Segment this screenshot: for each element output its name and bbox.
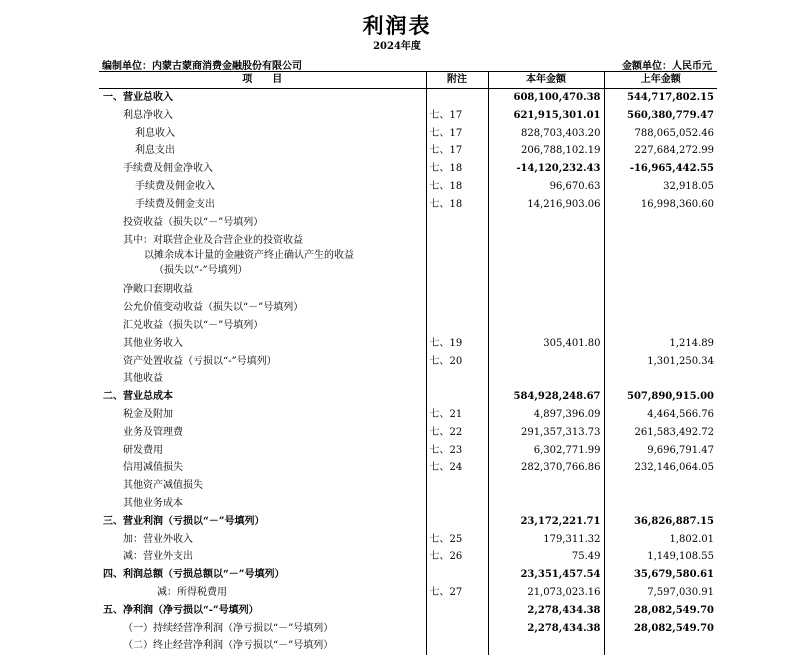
row-prior-amount: 1,214.89: [604, 335, 717, 353]
row-current-amount: 282,370,766.86: [488, 459, 604, 477]
row-current-amount: 23,172,221.71: [488, 513, 604, 531]
row-label: 三、营业利润（亏损以“－”号填列）: [99, 513, 426, 531]
row-label: 净敞口套期收益: [99, 281, 426, 299]
table-row: [99, 89, 717, 107]
row-label: 四、利润总额（亏损总额以“－”号填列）: [99, 566, 426, 584]
row-current-amount: 4,897,396.09: [488, 406, 604, 424]
row-prior-amount: [604, 214, 717, 232]
row-current-amount: 14,216,903.06: [488, 196, 604, 214]
table-row: [99, 231, 717, 281]
row-label: 汇兑收益（损失以“－”号填列）: [99, 317, 426, 335]
row-current-amount: [488, 353, 604, 371]
page-title: 利润表: [0, 10, 794, 40]
row-prior-amount: 1,149,108.55: [604, 548, 717, 566]
row-prior-amount: 560,380,779.47: [604, 107, 717, 125]
table-row: [99, 281, 717, 299]
row-label: （二）终止经营净利润（净亏损以“－”号填列）: [99, 637, 426, 655]
row-prior-amount: [604, 299, 717, 317]
row-label-line: 以摊余成本计量的金融资产终止确认产生的收益: [123, 248, 423, 263]
row-label: 利息支出: [99, 142, 426, 160]
row-label: 手续费及佣金净收入: [99, 160, 426, 178]
row-label: 加：营业外收入: [99, 531, 426, 549]
row-note: [426, 281, 488, 299]
row-note: 七、17: [426, 107, 488, 125]
row-current-amount: [488, 477, 604, 495]
row-prior-amount: [604, 477, 717, 495]
table-row: [99, 125, 717, 143]
row-note: 七、18: [426, 178, 488, 196]
row-prior-amount: [604, 495, 717, 513]
row-note: 七、25: [426, 531, 488, 549]
row-prior-amount: 32,918.05: [604, 178, 717, 196]
row-prior-amount: 232,146,064.05: [604, 459, 717, 477]
table-row: [99, 566, 717, 584]
row-prior-amount: [604, 637, 717, 655]
table-row: [99, 513, 717, 531]
row-label: 公允价值变动收益（损失以“－”号填列）: [99, 299, 426, 317]
table-row: [99, 107, 717, 125]
header-item: 项 目: [99, 72, 426, 89]
table-body: [99, 89, 717, 655]
table-row: [99, 160, 717, 178]
table-row: [99, 178, 717, 196]
row-label: 减：所得税费用: [99, 584, 426, 602]
row-current-amount: [488, 299, 604, 317]
row-prior-amount: 1,802.01: [604, 531, 717, 549]
table-row: [99, 495, 717, 513]
row-label: 二、营业总成本: [99, 388, 426, 406]
row-note: 七、26: [426, 548, 488, 566]
company-name: 编制单位：内蒙古蒙商消费金融股份有限公司: [102, 57, 302, 72]
row-current-amount: 21,073,023.16: [488, 584, 604, 602]
row-label: 手续费及佣金支出: [99, 196, 426, 214]
row-label: 其他收益: [99, 370, 426, 388]
row-prior-amount: 507,890,915.00: [604, 388, 717, 406]
table-row: [99, 477, 717, 495]
row-current-amount: 584,928,248.67: [488, 388, 604, 406]
row-note: 七、27: [426, 584, 488, 602]
row-current-amount: 206,788,102.19: [488, 142, 604, 160]
row-prior-amount: 28,082,549.70: [604, 602, 717, 620]
row-note: 七、21: [426, 406, 488, 424]
row-current-amount: [488, 231, 604, 281]
row-prior-amount: 4,464,566.76: [604, 406, 717, 424]
income-statement-table: [99, 71, 717, 655]
row-prior-amount: 7,597,030.91: [604, 584, 717, 602]
table-row: [99, 142, 717, 160]
row-current-amount: 621,915,301.01: [488, 107, 604, 125]
row-note: 七、23: [426, 442, 488, 460]
row-prior-amount: 35,679,580.61: [604, 566, 717, 584]
row-label: 研发费用: [99, 442, 426, 460]
table-row: [99, 335, 717, 353]
row-current-amount: 179,311.32: [488, 531, 604, 549]
row-prior-amount: 227,684,272.99: [604, 142, 717, 160]
row-label: 信用减值损失: [99, 459, 426, 477]
report-year: 2024年度: [0, 37, 794, 52]
row-label: 减：营业外支出: [99, 548, 426, 566]
row-note: [426, 495, 488, 513]
table-row: [99, 317, 717, 335]
row-note: 七、24: [426, 459, 488, 477]
row-note: [426, 566, 488, 584]
header-prior-year: 上年金额: [604, 72, 717, 89]
row-note: [426, 637, 488, 655]
header-current-year: 本年金额: [488, 72, 604, 89]
row-note: 七、22: [426, 424, 488, 442]
row-label: 利息净收入: [99, 107, 426, 125]
table-header-row: [99, 72, 717, 89]
table-row: [99, 602, 717, 620]
row-label: 其他业务成本: [99, 495, 426, 513]
table-row: [99, 459, 717, 477]
row-label: 其他资产减值损失: [99, 477, 426, 495]
row-prior-amount: 36,826,887.15: [604, 513, 717, 531]
row-current-amount: [488, 495, 604, 513]
row-prior-amount: [604, 317, 717, 335]
row-prior-amount: 544,717,802.15: [604, 89, 717, 107]
row-label: 资产处置收益（亏损以“-”号填列）: [99, 353, 426, 371]
row-prior-amount: [604, 281, 717, 299]
row-note: [426, 620, 488, 638]
row-current-amount: [488, 281, 604, 299]
row-current-amount: [488, 637, 604, 655]
row-note: [426, 602, 488, 620]
row-label: 五、净利润（净亏损以“-”号填列）: [99, 602, 426, 620]
row-prior-amount: 16,998,360.60: [604, 196, 717, 214]
row-prior-amount: -16,965,442.55: [604, 160, 717, 178]
table-row: [99, 388, 717, 406]
row-label: 税金及附加: [99, 406, 426, 424]
row-current-amount: 23,351,457.54: [488, 566, 604, 584]
row-note: 七、18: [426, 196, 488, 214]
row-note: [426, 370, 488, 388]
row-label: 业务及管理费: [99, 424, 426, 442]
row-current-amount: -14,120,232.43: [488, 160, 604, 178]
row-note: [426, 317, 488, 335]
row-note: 七、18: [426, 160, 488, 178]
table-row: [99, 196, 717, 214]
row-prior-amount: [604, 231, 717, 281]
currency-unit: 金额单位：人民币元: [622, 57, 712, 72]
row-label-line: 其中：对联营企业及合营企业的投资收益: [123, 233, 423, 248]
row-prior-amount: 9,696,791.47: [604, 442, 717, 460]
row-current-amount: [488, 370, 604, 388]
header-note: 附注: [426, 72, 488, 89]
table-row: [99, 531, 717, 549]
row-note: [426, 214, 488, 232]
row-label: 投资收益（损失以“－”号填列）: [99, 214, 426, 232]
row-label: 手续费及佣金收入: [99, 178, 426, 196]
table-row: [99, 424, 717, 442]
row-current-amount: 608,100,470.38: [488, 89, 604, 107]
row-current-amount: 6,302,771.99: [488, 442, 604, 460]
row-current-amount: 828,703,403.20: [488, 125, 604, 143]
table-row: [99, 353, 717, 371]
row-label: 一、营业总收入: [99, 89, 426, 107]
row-current-amount: 75.49: [488, 548, 604, 566]
row-current-amount: 2,278,434.38: [488, 620, 604, 638]
row-current-amount: 2,278,434.38: [488, 602, 604, 620]
table-row: [99, 548, 717, 566]
row-note: [426, 477, 488, 495]
row-current-amount: 291,357,313.73: [488, 424, 604, 442]
row-label: （一）持续经营净利润（净亏损以“－”号填列）: [99, 620, 426, 638]
row-current-amount: [488, 214, 604, 232]
row-prior-amount: 1,301,250.34: [604, 353, 717, 371]
row-note: [426, 299, 488, 317]
table-row: [99, 637, 717, 655]
table-row: [99, 370, 717, 388]
row-current-amount: 96,670.63: [488, 178, 604, 196]
row-label: 利息收入: [99, 125, 426, 143]
table-row: [99, 442, 717, 460]
row-current-amount: 305,401.80: [488, 335, 604, 353]
row-prior-amount: 261,583,492.72: [604, 424, 717, 442]
row-label: 其他业务收入: [99, 335, 426, 353]
row-current-amount: [488, 317, 604, 335]
row-note: [426, 513, 488, 531]
row-note: 七、17: [426, 142, 488, 160]
row-prior-amount: 28,082,549.70: [604, 620, 717, 638]
row-prior-amount: 788,065,052.46: [604, 125, 717, 143]
table-row: [99, 584, 717, 602]
row-note: 七、20: [426, 353, 488, 371]
row-label-line: （损失以“-”号填列）: [123, 263, 423, 278]
table-row: [99, 214, 717, 232]
row-note: 七、19: [426, 335, 488, 353]
row-note: 七、17: [426, 125, 488, 143]
table-row: [99, 299, 717, 317]
table-row: [99, 620, 717, 638]
row-note: [426, 231, 488, 281]
row-prior-amount: [604, 370, 717, 388]
row-note: [426, 89, 488, 107]
table-row: [99, 406, 717, 424]
row-label: [99, 231, 426, 281]
row-note: [426, 388, 488, 406]
